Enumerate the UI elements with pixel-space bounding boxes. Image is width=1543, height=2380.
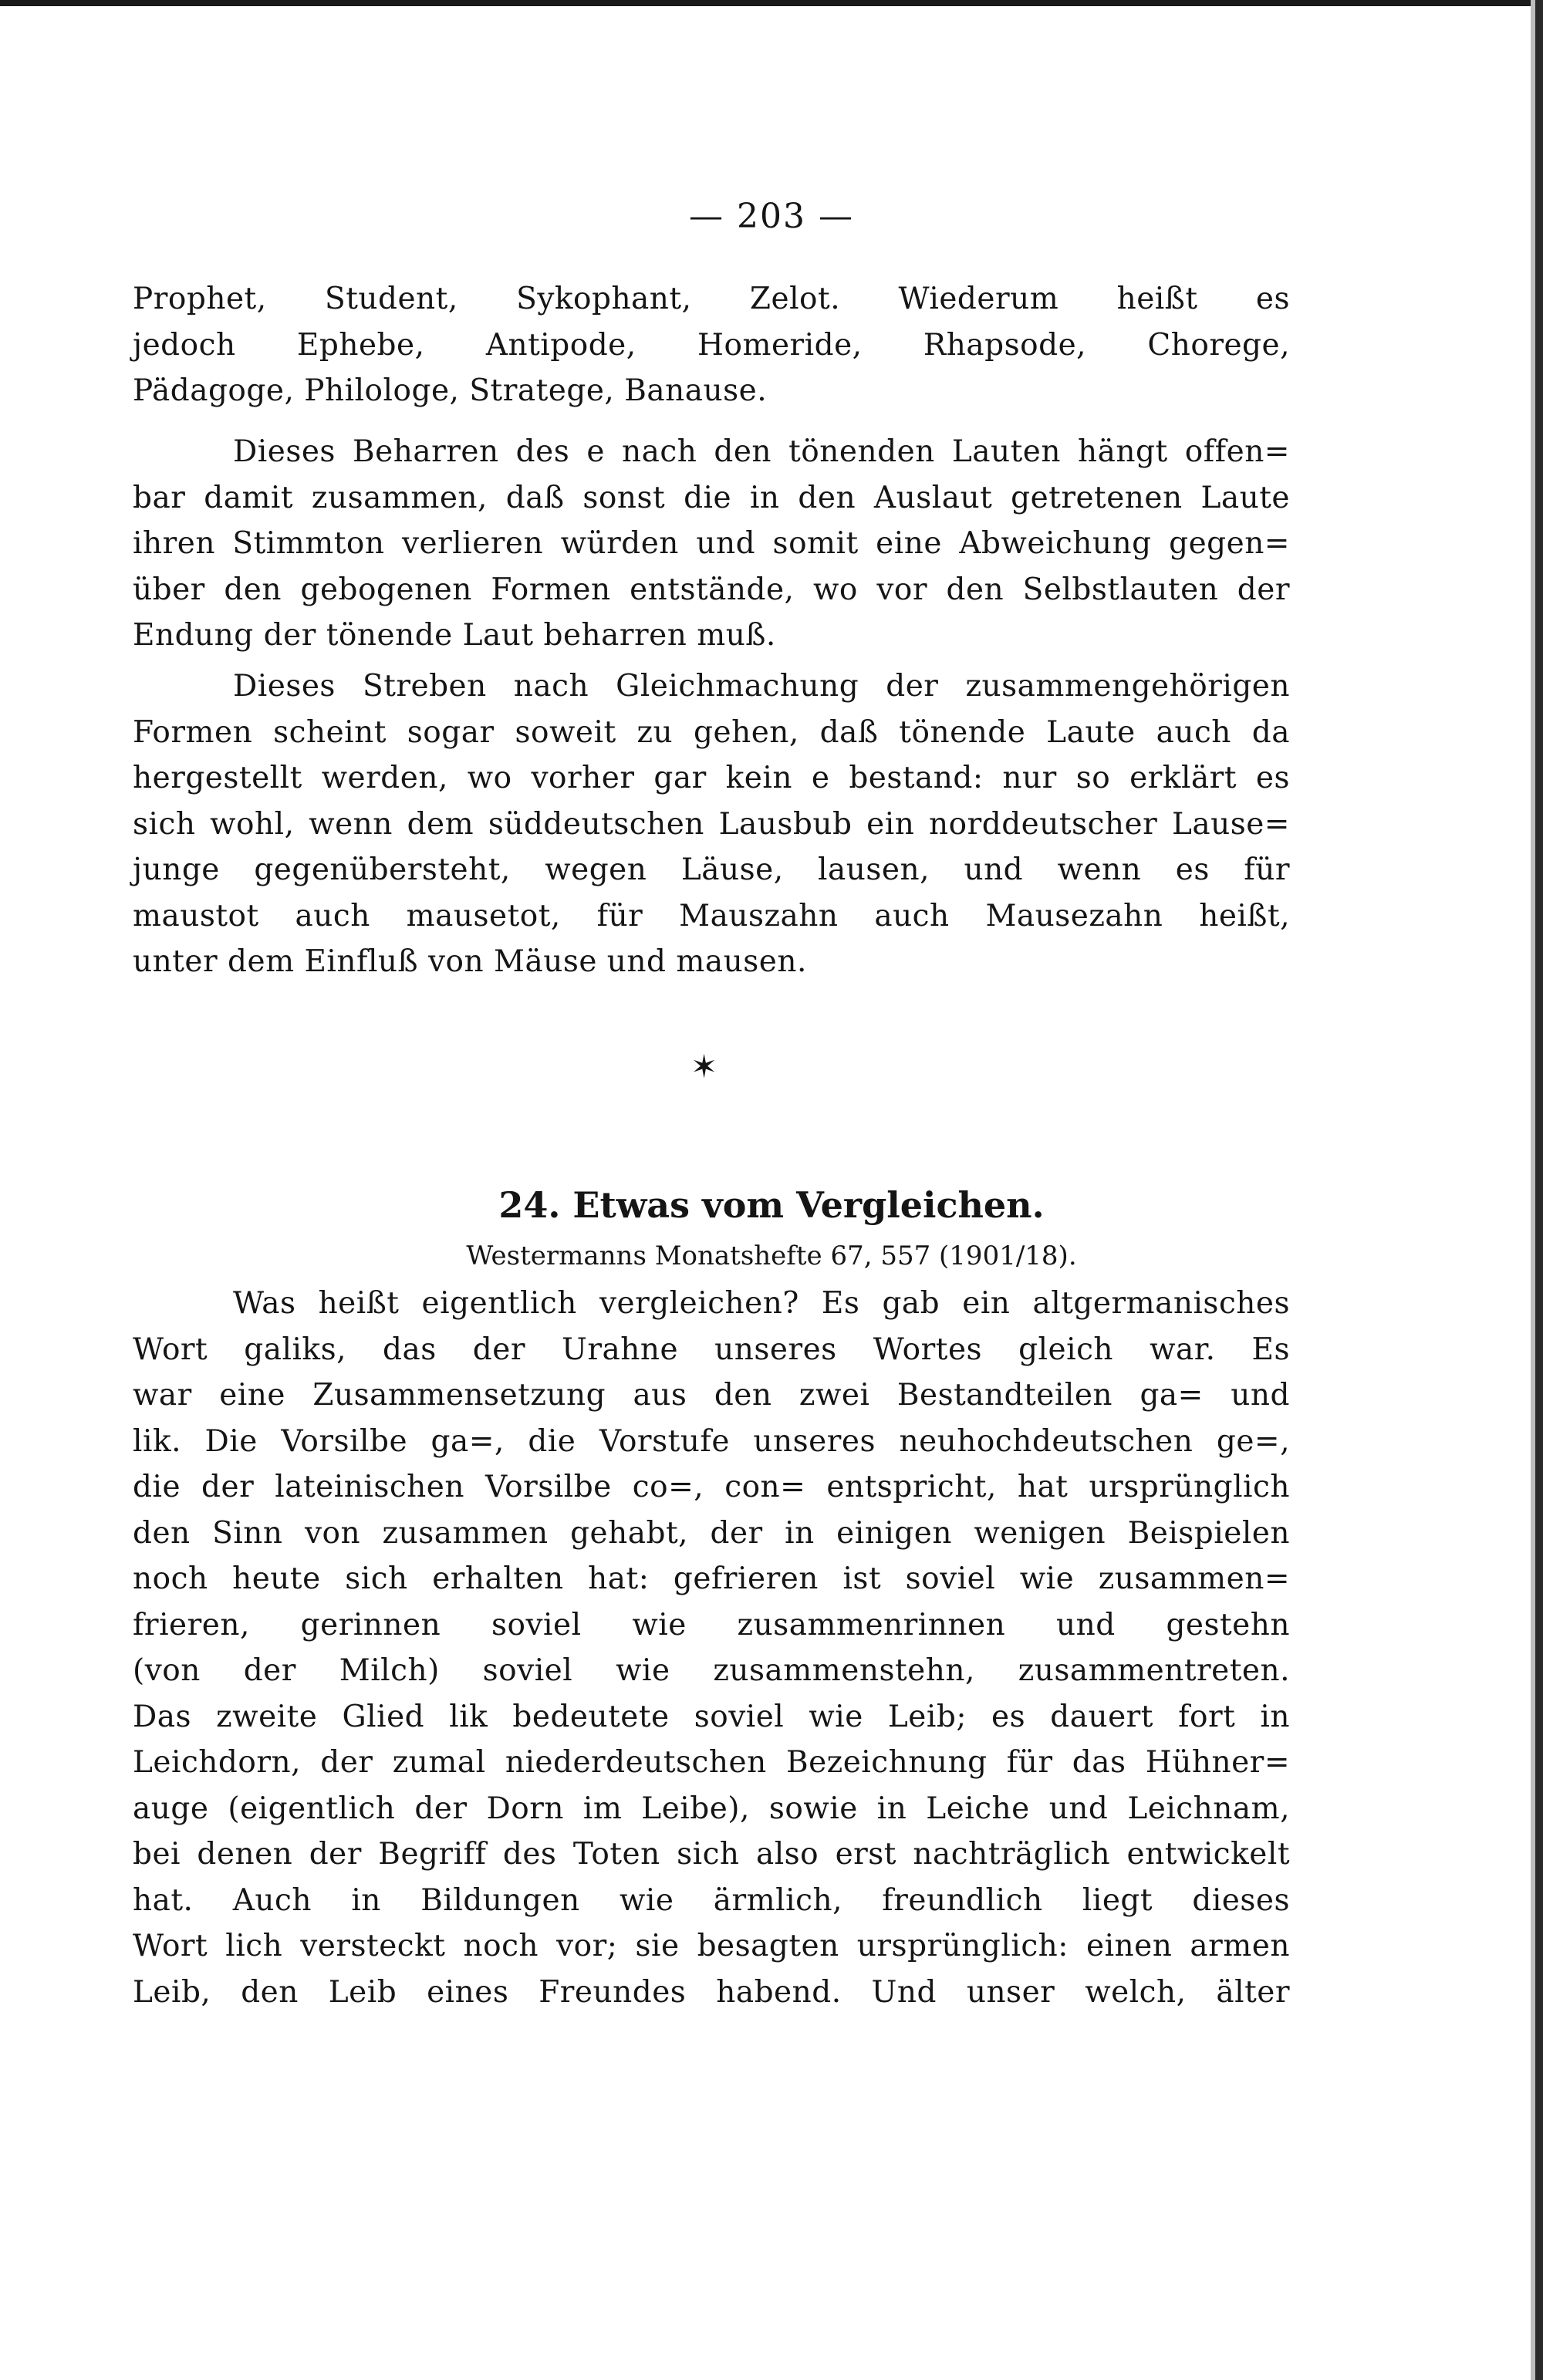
page-edge (0, 0, 1543, 6)
text-line: Was heißt eigentlich vergleichen? Es gab ein altgermanisches (233, 1286, 1290, 1321)
text-line: unter dem Einfluß von Mäuse und mausen. (133, 944, 807, 979)
paragraph-continuation (133, 276, 1290, 414)
text-line: jedoch Ephebe, Antipode, Homeride, Rhapsode, Chorege, (133, 327, 1290, 363)
text-line: Formen scheint sogar soweit zu gehen, daß tönende Laute auch da (133, 714, 1290, 750)
text-line: Prophet, Student, Sykophant, Zelot. Wiederum heißt es (133, 282, 1290, 316)
text-line: maustot auch mausetot, für Mauszahn auch Mausezahn heißt, (133, 898, 1290, 933)
text-line: lik. Die Vorsilbe ga=, die Vorstufe unseres neuhochdeutschen ge=, (133, 1423, 1290, 1459)
text-line: Leichdorn, der zumal niederdeutschen Bezeichnung für das Hühner= (133, 1745, 1290, 1780)
section-title: 24. Etwas vom Vergleichen. (498, 1184, 1045, 1226)
text-line: ihren Stimmton verlieren würden und somit eine Abweichung gegen= (133, 526, 1290, 561)
text-line: Wort galiks, das der Urahne unseres Wortes gleich war. Es (133, 1332, 1290, 1367)
text-line: war eine Zusammensetzung aus den zwei Bestandteilen ga= und (133, 1378, 1290, 1413)
text-line: noch heute sich erhalten hat: gefrieren ist soviel wie zusammen= (133, 1561, 1290, 1596)
text-line: Wort lich versteckt noch vor; sie besagten ursprünglich: einen armen (133, 1929, 1290, 1963)
page-number: — 203 — (689, 197, 854, 236)
text-line: hergestellt werden, wo vorher gar kein e bestand: nur so erklärt es (133, 761, 1290, 795)
text-line: die der lateinischen Vorsilbe co=, con= entspricht, hat ursprünglich (133, 1470, 1290, 1504)
section-divider-star: ✶ (690, 1048, 718, 1085)
text-line: sich wohl, wenn dem süddeutschen Lausbub ein norddeutscher Lause= (133, 806, 1290, 842)
text-line: Leib, den Leib eines Freundes habend. Und unser welch, älter (133, 1974, 1290, 2010)
text-line: hat. Auch in Bildungen wie ärmlich, freundlich liegt dieses (133, 1882, 1290, 1918)
text-line: Das zweite Glied lik bedeutete soviel wie Leib; es dauert fort in (133, 1699, 1290, 1734)
text-line: Dieses Beharren des e nach den tönenden Lauten hängt offen= (233, 434, 1290, 469)
text-line: bei denen der Begriff des Toten sich also erst nachträglich entwickelt (133, 1837, 1290, 1872)
text-line: (von der Milch) soviel wie zusammenstehn, zusammentreten. (133, 1653, 1290, 1688)
paragraph-vergleichen (133, 1281, 1290, 2015)
text-line: Endung der tönende Laut beharren muß. (133, 618, 776, 653)
section-source: Westermanns Monatshefte 67, 557 (1901/18). (466, 1241, 1077, 1271)
text-line: junge gegenübersteht, wegen Läuse, lausen, und wenn es für (133, 852, 1290, 887)
text-line: über den gebogenen Formen entstände, wo vor den Selbstlauten der (133, 572, 1290, 607)
text-line: frieren, gerinnen soviel wie zusammenrinnen und gestehn (133, 1607, 1290, 1642)
paragraph-beharren (133, 429, 1290, 659)
text-line: den Sinn von zusammen gehabt, der in einigen wenigen Beispielen (133, 1515, 1290, 1551)
text-line: Pädagoge, Philologe, Stratege, Banause. (133, 373, 768, 408)
text-line: Dieses Streben nach Gleichmachung der zusammengehörigen (233, 669, 1290, 704)
text-line: auge (eigentlich der Dorn im Leibe), sowie in Leiche und Leichnam, (133, 1791, 1290, 1826)
text-line: bar damit zusammen, daß sonst die in den Auslaut getretenen Laute (133, 480, 1290, 515)
paragraph-streben (133, 663, 1290, 985)
